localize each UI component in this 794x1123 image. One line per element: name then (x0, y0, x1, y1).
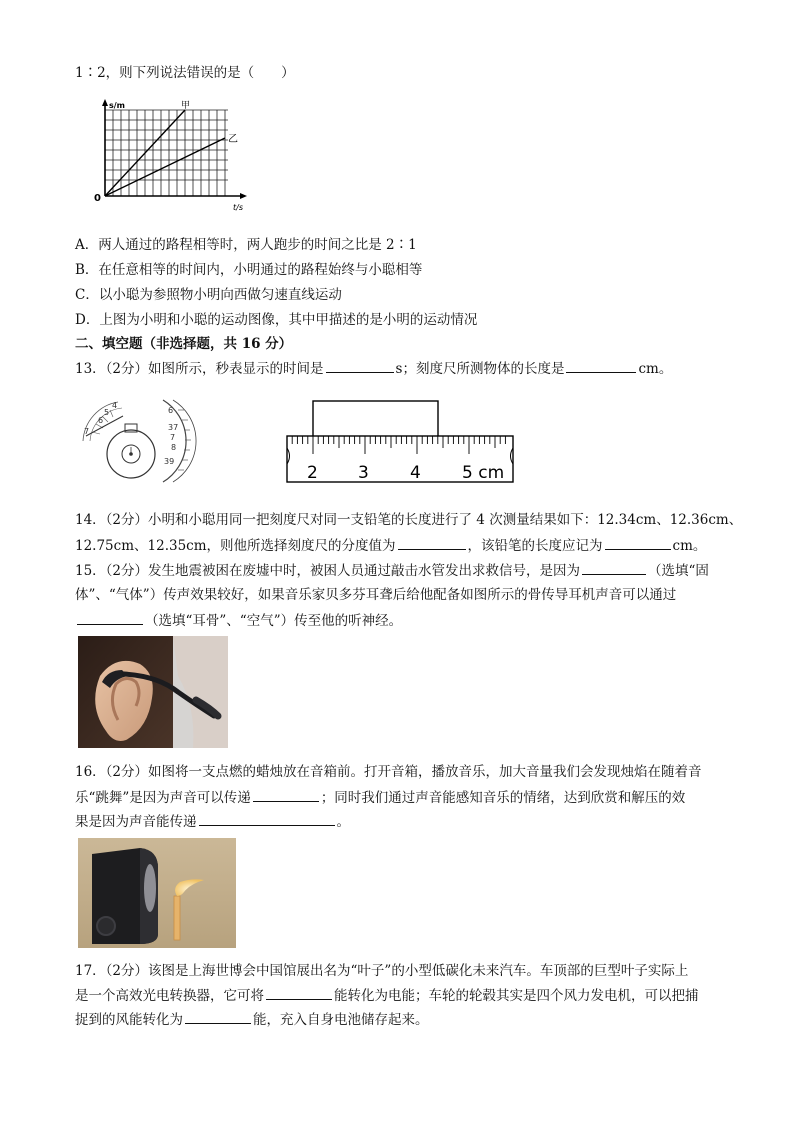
sw-outer-6: 6 (98, 416, 104, 425)
q15-part-c: （选填“耳骨”、“空气”）传至他的听神经。 (145, 613, 403, 629)
sw-outer-4: 4 (112, 401, 118, 410)
ruler-figure (285, 398, 517, 488)
q16-part-a: 乐“跳舞”是因为声音可以传递 (75, 790, 251, 806)
q17-line2 (75, 985, 699, 1006)
q14-part-c: cm。 (672, 538, 707, 554)
q13-part1: 13．（2分）如图所示，秒表显示的时间是 (75, 361, 324, 377)
q17-line1: 17．（2分）该图是上海世博会中国馆展出名为“叶子”的小型低碳化未来汽车。车顶部的巨型叶子实际上 (75, 963, 689, 979)
q16-blank-1[interactable] (253, 787, 319, 802)
q16-part-d: 。 (336, 814, 350, 830)
q15-blank-2[interactable] (77, 610, 143, 625)
q14-blank-2[interactable] (605, 535, 671, 550)
ruler-label-3: 3 (358, 463, 369, 483)
q16-blank-2[interactable] (199, 811, 335, 826)
q17-part-b: 能转化为电能；车轮的轮毂其实是四个风力发电机，可以把捕 (334, 988, 699, 1004)
q12-st-graph (85, 98, 255, 216)
sw-dial-8: 8 (171, 443, 177, 452)
stopwatch-figure (78, 396, 203, 486)
ruler-label-4: 4 (410, 463, 421, 483)
q14-part-a: 12.75cm、12.35cm，则他所选择刻度尺的分度值为 (75, 538, 396, 554)
q15-blank-1[interactable] (582, 560, 646, 575)
q15-line1 (75, 560, 709, 581)
q15-line3 (75, 610, 402, 631)
q16-line2 (75, 787, 685, 808)
q17-part-c: 捉到的风能转化为 (75, 1012, 183, 1028)
graph-label-yi: 乙 (228, 134, 238, 145)
sw-dial-7: 7 (170, 433, 176, 442)
graph-label-jia: 甲 (181, 101, 191, 111)
ruler-label-2: 2 (307, 463, 318, 483)
q17-blank-1[interactable] (266, 985, 332, 1000)
q12-option-d: D．上图为小明和小聪的运动图像，其中甲描述的是小明的运动情况 (75, 312, 478, 328)
sw-outer-7: 7 (84, 427, 90, 436)
q17-line3 (75, 1009, 429, 1030)
q12-option-b: B．在任意相等的时间内，小明通过的路程始终与小聪相等 (75, 262, 423, 278)
q14-line2 (75, 535, 706, 556)
graph-x-label: t/s (233, 203, 243, 212)
section-2-title: 二、填空题（非选择题，共 16 分） (75, 336, 293, 352)
q17-part-d: 能，充入自身电池储存起来。 (253, 1012, 429, 1028)
q14-blank-1[interactable] (398, 535, 466, 550)
line-yi (105, 138, 225, 196)
q17-part-a: 是一个高效光电转换器，它可将 (75, 988, 264, 1004)
sw-dial-37: 37 (168, 423, 179, 432)
sw-dial-39: 39 (164, 457, 175, 466)
q15-part-a: 15．（2分）发生地震被困在废墟中时，被困人员通过敲击水管发出求救信号，是因为 (75, 563, 581, 579)
q12-option-c: C．以小聪为参照物小明向西做匀速直线运动 (75, 287, 342, 303)
graph-y-label: s/m (109, 101, 126, 110)
ruler-label-5cm: 5 cm (462, 463, 505, 483)
q16-line1: 16．（2分）如图将一支点燃的蜡烛放在音箱前。打开音箱，播放音乐，加大音量我们会发现烛焰在随着音 (75, 764, 702, 780)
graph-origin: 0 (94, 193, 101, 204)
q13-blank-1[interactable] (326, 358, 394, 373)
q15-part-b: （选填“固 (648, 563, 709, 579)
sw-dial-6: 6 (168, 406, 174, 415)
q14-line1: 14．（2分）小明和小聪用同一把刻度尺对同一支铅笔的长度进行了 4 次测量结果如下：12.34cm、12.36cm、 (75, 512, 743, 528)
q16-line3 (75, 811, 350, 832)
speaker-candle-photo (78, 838, 236, 948)
q16-part-b: ；同时我们通过声音能感知音乐的情绪，达到欣赏和解压的效 (320, 790, 686, 806)
q16-part-c: 果是因为声音能传递 (75, 814, 197, 830)
q13-part2: s；刻度尺所测物体的长度是 (395, 361, 565, 377)
q13-blank-2[interactable] (566, 358, 636, 373)
q15-line2: 体”、“气体”）传声效果较好，如果音乐家贝多芬耳聋后给他配备如图所示的骨传导耳机声音可以通过 (75, 587, 677, 603)
q14-part-b: ，该铅笔的长度应记为 (467, 538, 603, 554)
q12-stem-tail: 1∶2，则下列说法错误的是（ ） (75, 65, 295, 81)
measured-object (313, 401, 438, 438)
q13-part3: cm。 (638, 361, 673, 377)
bone-conduction-headphone-photo (78, 636, 228, 748)
q17-blank-2[interactable] (185, 1009, 251, 1024)
sw-outer-5: 5 (104, 408, 110, 417)
q13-text (75, 358, 672, 379)
q12-option-a: A．两人通过的路程相等时，两人跑步的时间之比是 2∶1 (75, 237, 417, 253)
